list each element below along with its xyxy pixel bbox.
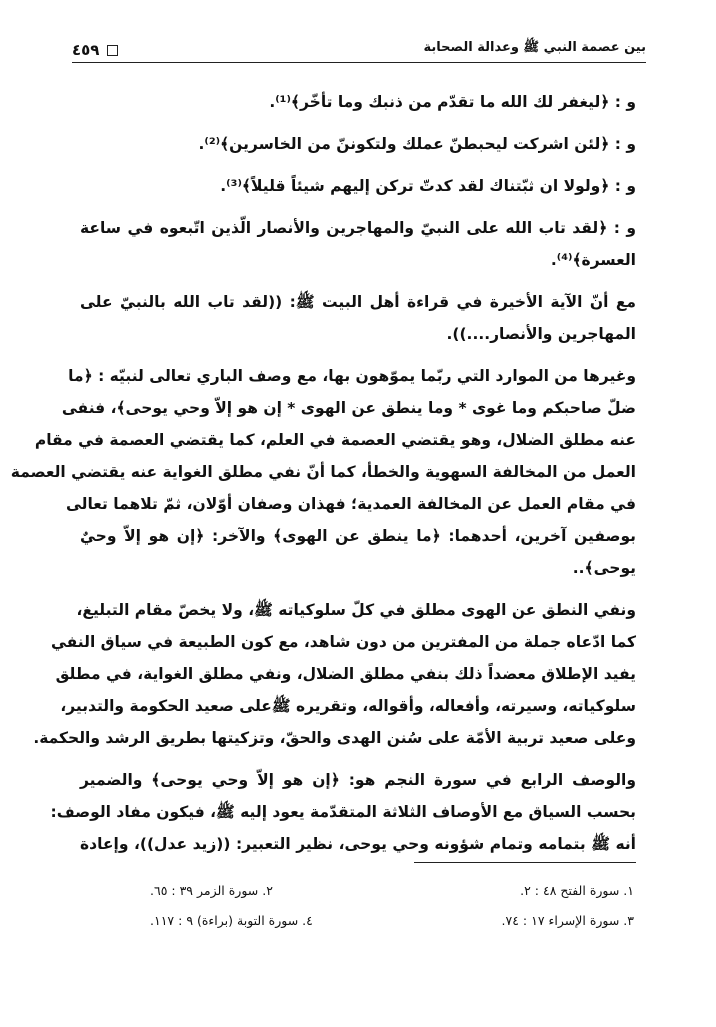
- text-line: ونفي النطق عن الهوى مطلق في كلّ سلوكياته ﷺ، ولا يخصّ مقام التبليغ،: [76, 601, 636, 619]
- text-line: و : ﴿ليغفر لك الله ما تقدّم من ذنبك وما تأخّر﴾⁽¹⁾.: [269, 93, 636, 111]
- running-header: [72, 34, 646, 63]
- text-line: و : ﴿لقد تاب الله على النبيّ والمهاجرين والأنصار الّذين اتّبعوه في ساعة: [80, 219, 636, 237]
- text-line: يوحى﴾..: [572, 559, 636, 577]
- text-line: و : ﴿ولولا ان ثبّتناك لقد كدتّ تركن إليهم شيئاً قليلاً﴾⁽³⁾.: [220, 177, 636, 195]
- text-line: وعلى صعيد تربية الأمّة على سُنن الهدى والحقّ، وتزكيتها بطريق الرشد والحكمة.: [33, 729, 636, 747]
- text-line: سلوكياته، وسيرته، وأفعاله، وأقواله، وتقريره ﷺعلى صعيد الحكومة والتدبير،: [60, 697, 636, 715]
- text-line: يفيد الإطلاق معضداً ذلك بنفي مطلق الضلال، ونفي مطلق الغواية، في مطلق: [55, 665, 636, 683]
- text-line: وغيرها من الموارد التي ربّما يموّهون بها، مع وصف الباري تعالى لنبيّه : ﴿ما: [68, 367, 636, 385]
- main-text: [10, 86, 636, 860]
- footnote: ٢. سورة الزمر ٣٩ : ٦٥.: [150, 883, 273, 898]
- text-line: مع أنّ الآية الأخيرة في قراءة أهل البيت ﷺ: ((لقد تاب الله بالنبيّ على: [80, 293, 636, 311]
- text-line: بحسب السياق مع الأوصاف الثلاثة المتقدّمة يعود إليه ﷺ، فيكون مفاد الوصف:: [50, 803, 636, 821]
- page-number: ٤٥٩: [72, 41, 100, 59]
- footnotes: [150, 876, 634, 936]
- footnote: ٣. سورة الإسراء ١٧ : ٧٤.: [501, 913, 634, 928]
- text-line: العسرة﴾⁽⁴⁾.: [550, 251, 636, 269]
- footnote: ٤. سورة التوبة (براءة) ٩ : ١١٧.: [150, 913, 313, 928]
- text-line: في مقام العمل عن المخالفة العمدية؛ فهذان وصفان أوّلان، ثمّ تلاهما تعالى: [65, 495, 636, 513]
- text-line: أنه ﷺ بتمامه وتمام شؤونه وحي يوحى، نظير التعبير: ((زيد عدل))، وإعادة: [80, 835, 636, 853]
- page-number-box: [72, 41, 118, 59]
- text-line: عنه مطلق الضلال، وهو يقتضي العصمة في العلم، كما يقتضي العصمة في مقام: [34, 431, 636, 449]
- footnote-divider: [414, 862, 636, 863]
- footnote: ١. سورة الفتح ٤٨ : ٢.: [520, 883, 634, 898]
- header-title: بين عصمة النبي ﷺ وعدالة الصحابة: [423, 40, 646, 55]
- square-ornament-icon: [107, 45, 118, 56]
- text-line: والوصف الرابع في سورة النجم هو: ﴿إن هو إلاّ وحي يوحى﴾ والضمير: [80, 771, 636, 789]
- text-line: كما ادّعاه جملة من المفترين من دون شاهد، مع كون الطبيعة في سياق النفي: [50, 633, 636, 651]
- text-line: و : ﴿لئن اشركت ليحبطنّ عملك ولتكوننّ من الخاسرين﴾⁽²⁾.: [198, 135, 636, 153]
- text-line: العمل من المخالفة السهوية والخطأ، كما أنّ نفي مطلق الغواية عنه يقتضي العصمة: [10, 463, 636, 481]
- text-line: ضلّ صاحبكم وما غوى * وما ينطق عن الهوى * إن هو إلاّ وحي يوحى﴾، فنفى: [61, 399, 636, 417]
- text-line: بوصفين آخرين، أحدهما: ﴿ما ينطق عن الهوى﴾ والآخر: ﴿إن هو إلاّ وحيٌ: [80, 527, 636, 545]
- text-line: المهاجرين والأنصار....)).: [446, 325, 636, 343]
